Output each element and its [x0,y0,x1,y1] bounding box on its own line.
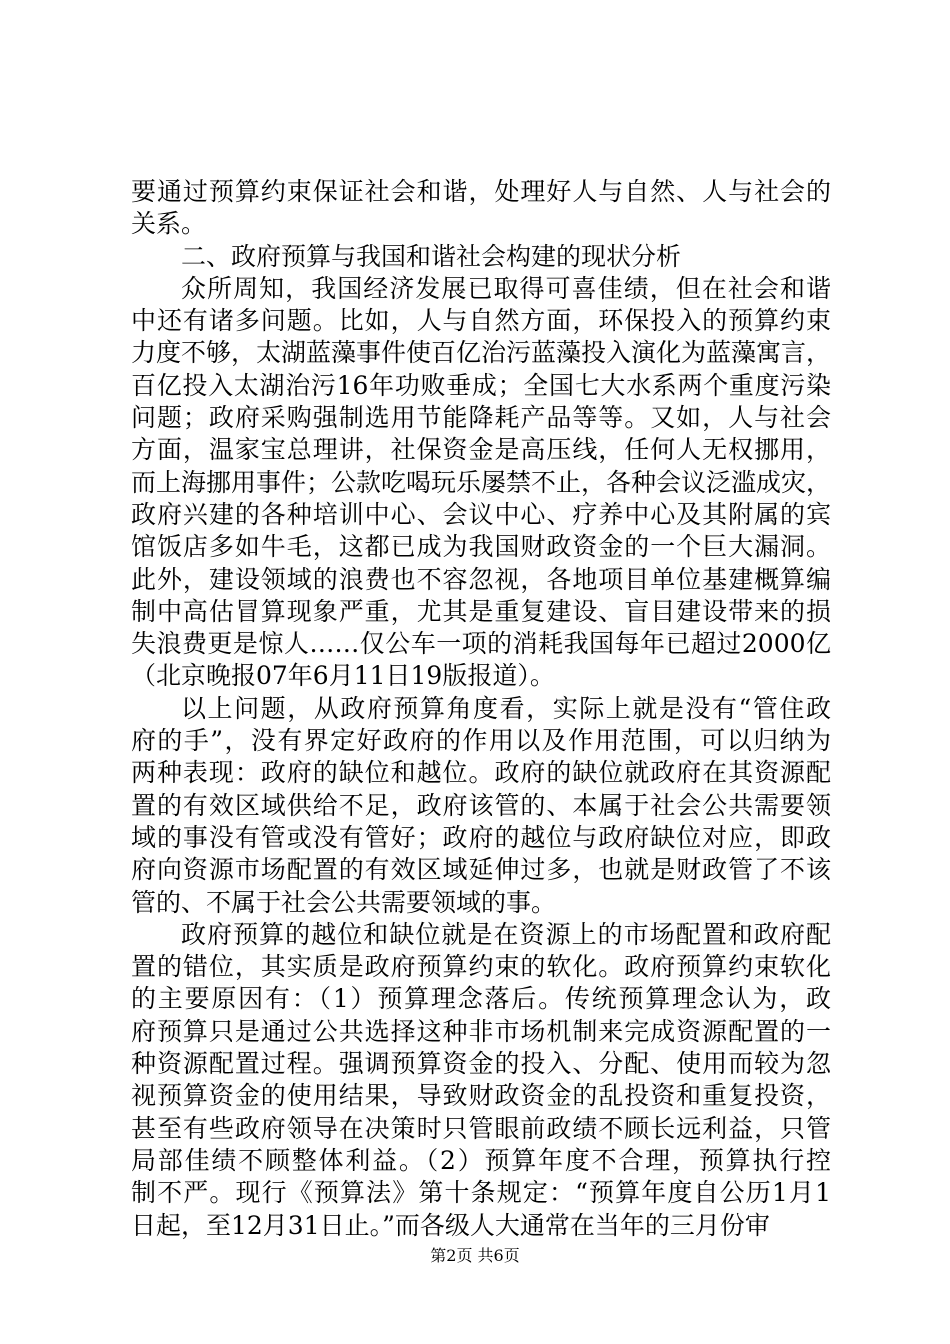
text-line: 关系。 [131,209,207,239]
text-line: 政府兴建的各种培训中心、会议中心、疗养中心及其附属的宾 [131,499,831,529]
text-line: 中还有诸多问题。比如，人与自然方面，环保投入的预算约束 [131,306,831,336]
text-line: 政府预算的越位和缺位就是在资源上的市场配置和政府配 [181,919,831,949]
text-line: 失浪费更是惊人……仅公车一项的消耗我国每年已超过2000亿 [131,629,831,659]
text-line: 二、政府预算与我国和谐社会构建的现状分析 [181,241,682,271]
text-line: 种资源配置过程。强调预算资金的投入、分配、使用而较为忽 [131,1049,831,1079]
paragraph [131,693,831,919]
text-line: 制不严。现行《预算法》第十条规定：“预算年度自公历1月1 [131,1178,831,1208]
text-line: 方面，温家宝总理讲，社保资金是高压线，任何人无权挪用， [131,435,831,465]
text-line: 馆饭店多如牛毛，这都已成为我国财政资金的一个巨大漏洞。 [131,532,831,562]
paragraph [131,241,831,273]
text-line: 而上海挪用事件；公款吃喝玩乐屡禁不止，各种会议泛滥成灾， [131,467,831,497]
text-line: 以上问题，从政府预算角度看，实际上就是没有“管住政 [181,693,831,723]
text-line: 域的事没有管或没有管好；政府的越位与政府缺位对应，即政 [131,822,831,852]
text-line: 日起，至12月31日止。”而各级人大通常在当年的三月份审 [131,1210,770,1240]
paragraph [131,176,831,241]
text-line: 府的手”，没有界定好政府的作用以及作用范围，可以归纳为 [131,726,831,756]
text-line: 问题；政府采购强制选用节能降耗产品等等。又如，人与社会 [131,403,831,433]
text-line: 众所周知，我国经济发展已取得可喜佳绩，但在社会和谐 [181,273,831,303]
text-line: 管的、不属于社会公共需要领域的事。 [131,887,557,917]
text-line: 置的有效区域供给不足，政府该管的、本属于社会公共需要领 [131,790,831,820]
text-line: 甚至有些政府领导在决策时只管眼前政绩不顾长远利益，只管 [131,1113,831,1143]
text-line: 制中高估冒算现象严重，尤其是重复建设、盲目建设带来的损 [131,596,831,626]
text-line: 视预算资金的使用结果，导致财政资金的乱投资和重复投资， [131,1081,831,1111]
text-line: 置的错位，其实质是政府预算约束的软化。政府预算约束软化 [131,952,831,982]
text-line: 两种表现：政府的缺位和越位。政府的缺位就政府在其资源配 [131,758,831,788]
page-footer: 第2页 共6页 [430,1246,520,1265]
paragraph [131,919,831,1242]
text-line: 此外，建设领域的浪费也不容忽视，各地项目单位基建概算编 [131,564,831,594]
text-line: 府向资源市场配置的有效区域延伸过多，也就是财政管了不该 [131,855,831,885]
text-line: 力度不够，太湖蓝藻事件使百亿治污蓝藻投入演化为蓝藻寓言， [131,338,831,368]
text-line: （北京晚报07年6月11日19版报道）。 [131,661,555,691]
paragraph [131,273,831,693]
text-line: 的主要原因有：（1）预算理念落后。传统预算理念认为，政 [131,984,831,1014]
text-line: 百亿投入太湖治污16年功败垂成；全国七大水系两个重度污染 [131,370,831,400]
text-line: 要通过预算约束保证社会和谐，处理好人与自然、人与社会的 [131,177,831,206]
document-body [131,176,831,1242]
text-line: 局部佳绩不顾整体利益。（2）预算年度不合理，预算执行控 [131,1145,831,1175]
text-line: 府预算只是通过公共选择这种非市场机制来完成资源配置的一 [131,1016,831,1046]
